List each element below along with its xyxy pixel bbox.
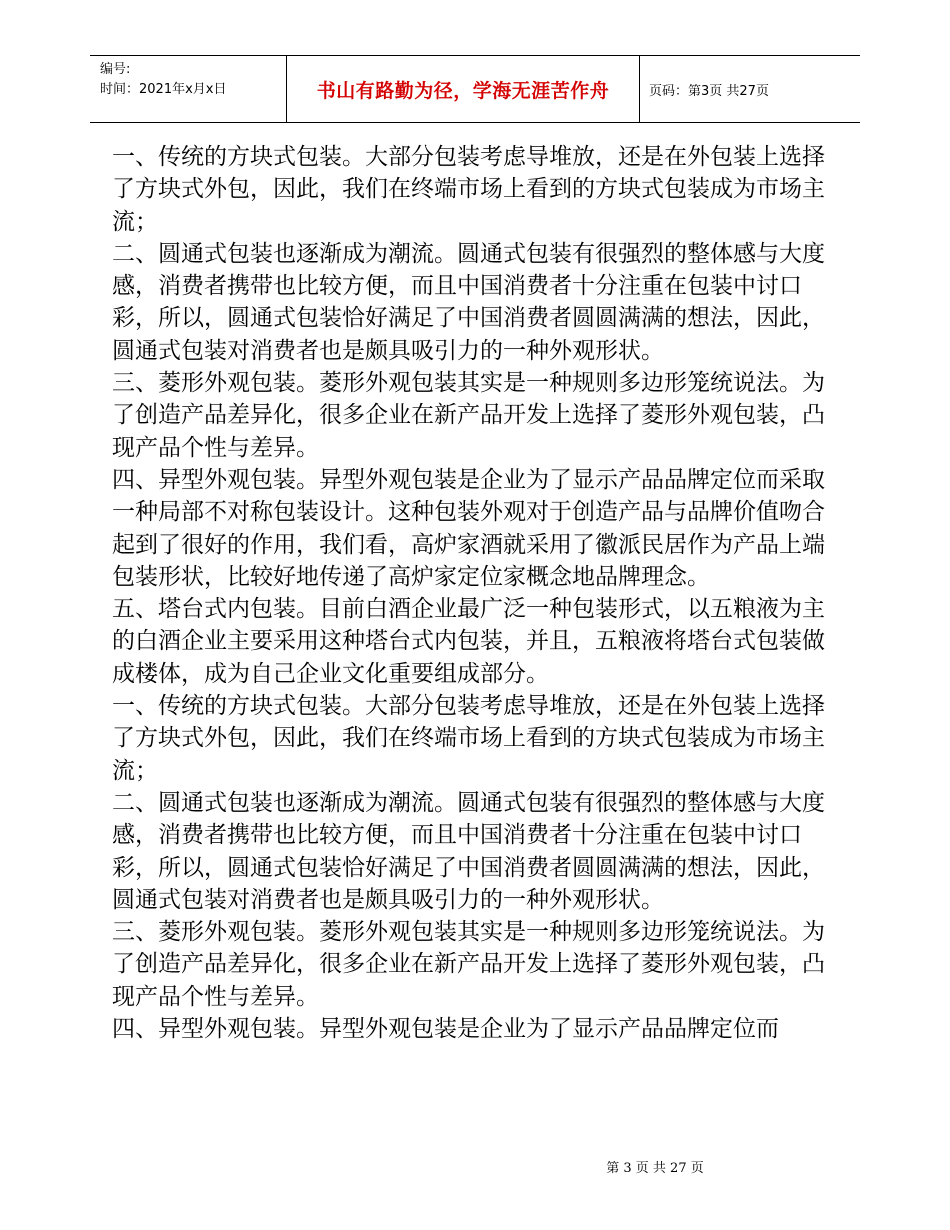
paragraph: 三、菱形外观包装。菱形外观包装其实是一种规则多边形笼统说法。为了创造产品差异化，很多企业在新产品开发上选择了菱形外观包装，凸现产品个性与差异。 — [112, 919, 825, 1010]
header-page-info: 页码：第3页 共27页 — [649, 83, 769, 99]
paragraph: 四、异型外观包装。异型外观包装是企业为了显示产品品牌定位而采取一种局部不对称包装设计。这种包装外观对于创造产品与品牌价值吻合起到了很好的作用，我们看，高炉家酒就采用了徽派民居作为产品上端包装形状，比较好地传递了高炉家定位家概念地品牌理念。 — [112, 466, 825, 590]
header-page-cell — [639, 56, 860, 122]
document-time-label: 时间：2021年x月x日 — [100, 82, 227, 97]
document-number-label: 编号: — [100, 62, 131, 77]
document-body — [112, 141, 842, 1045]
paragraph: 二、圆通式包装也逐渐成为潮流。圆通式包装有很强烈的整体感与大度感，消费者携带也比较方便，而且中国消费者十分注重在包装中讨口彩，所以，圆通式包装恰好满足了中国消费者圆圆满满的想法，因此，圆通式包装对消费者也是颇具吸引力的一种外观形状。 — [112, 789, 825, 913]
paragraph: 二、圆通式包装也逐渐成为潮流。圆通式包装有很强烈的整体感与大度感，消费者携带也比较方便，而且中国消费者十分注重在包装中讨口彩，所以，圆通式包装恰好满足了中国消费者圆圆满满的想法，因此，圆通式包装对消费者也是颇具吸引力的一种外观形状。 — [112, 240, 825, 364]
paragraph: 三、菱形外观包装。菱形外观包装其实是一种规则多边形笼统说法。为了创造产品差异化，很多企业在新产品开发上选择了菱形外观包装，凸现产品个性与差异。 — [112, 370, 825, 461]
page-header — [90, 55, 860, 123]
header-motto-cell — [286, 56, 640, 122]
paragraph: 一、传统的方块式包装。大部分包装考虑导堆放，还是在外包装上选择了方块式外包，因此，我们在终端市场上看到的方块式包装成为市场主流； — [112, 693, 825, 784]
paragraph: 五、塔台式内包装。目前白酒企业最广泛一种包装形式，以五粮液为主的白酒企业主要采用这种塔台式内包装，并且，五粮液将塔台式包装做成楼体，成为自己企业文化重要组成部分。 — [112, 596, 825, 687]
header-motto: 书山有路勤为径，学海无涯苦作舟 — [316, 79, 610, 102]
paragraph: 四、异型外观包装。异型外观包装是企业为了显示产品品牌定位而 — [112, 1016, 779, 1043]
page-footer: 第 3 页 共 27 页 — [606, 1161, 704, 1176]
header-meta — [90, 56, 286, 122]
paragraph: 一、传统的方块式包装。大部分包装考虑导堆放，还是在外包装上选择了方块式外包，因此，我们在终端市场上看到的方块式包装成为市场主流； — [112, 144, 825, 235]
